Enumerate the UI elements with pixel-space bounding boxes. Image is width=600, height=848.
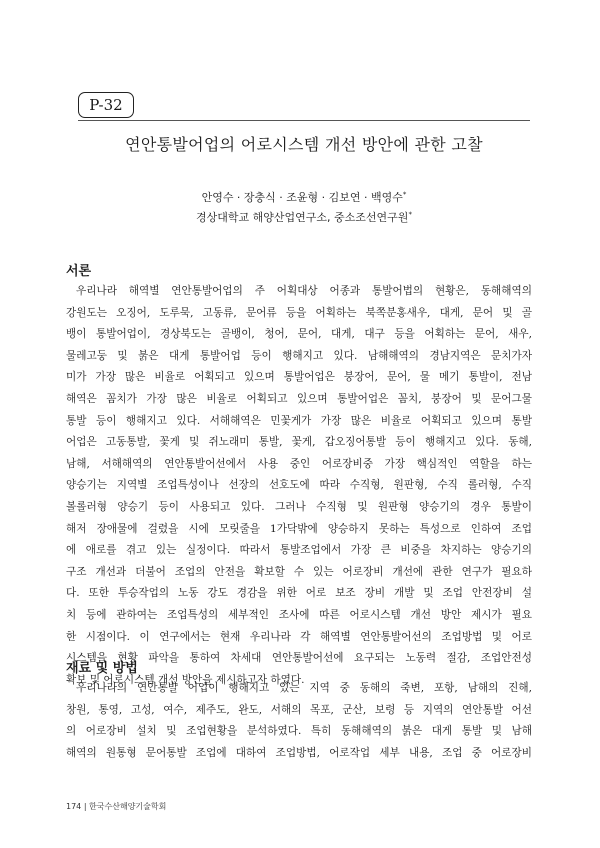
body-line: 다. 또한 투승작업의 노동 강도 경감을 위한 어로 보조 장비 개발 및 조업 안전장비 설	[66, 587, 532, 600]
body-line: 어업은 고동통발, 꽃게 및 쥐노래미 통발, 꽃게, 갑오징어통발 등이 행해지고 있다. 동해,	[66, 436, 532, 449]
author-list	[78, 189, 530, 205]
body-line: 남해, 서해해역의 연안통발어선에서 사용 중인 어로장비중 가장 핵심적인 역할을 하는	[66, 457, 532, 470]
section-heading-introduction: 서론	[66, 264, 92, 279]
affiliation	[78, 209, 530, 225]
body-line: 에 애로를 겪고 있는 실정이다. 따라서 통발조업에서 가장 큰 비중을 차지하는 양승기의	[66, 544, 532, 557]
body-line: 확보 및 어로시스템 개선 방안을 제시하고자 하였다.	[66, 673, 305, 686]
body-line: 미가 가장 많은 비율로 어획되고 있으며 통발어업은 붕장어, 문어, 물 메기 통발이, 전남	[66, 371, 532, 384]
body-line: 한 시점이다. 이 연구에서는 현재 우리나라 각 해역별 연안통발어선의 조업방법 및 어로	[66, 630, 532, 643]
section-heading-materials-methods: 재료 및 방법	[66, 661, 138, 676]
body-line: 우리나라 해역별 연안통발어업의 주 어획대상 어종과 통발어법의 현황은, 동해해역의	[76, 285, 532, 297]
body-line: 볼롤러형 양승기 등이 사용되고 있다. 그러나 수직형 및 원판형 양승기의 경우 통발이	[66, 500, 532, 513]
body-line: 양승기는 지역별 조업특성이나 선장의 선호도에 따라 수직형, 원판형, 수직 롤러형, 수직	[66, 479, 532, 492]
body-line: 해역은 꼼치가 가장 많은 비율로 어획되고 있으며 통발어업은 꼼치, 붕장어 및 문어그물	[66, 392, 532, 405]
body-line: 해역의 원통형 문어통발 조업에 대하여 조업방법, 어로작업 세부 내용, 조업 중 어로장비	[66, 746, 532, 759]
section-body-materials-methods	[66, 678, 532, 764]
body-line: 우리나라의 연안통발 어업이 행해지고 있는 지역 중 동해의 죽변, 포항, 남해의 진해,	[76, 682, 532, 694]
page-footer: 174 | 한국수산해양기술학회	[66, 802, 167, 811]
body-line: 강원도는 오징어, 도루묵, 고동류, 문어류 등을 어획하는 북쪽분홍새우, 대게, 문어 및 골	[66, 306, 532, 319]
section-body-introduction	[66, 281, 532, 691]
body-line: 창원, 통영, 고성, 여수, 제주도, 완도, 서해의 목포, 군산, 보령 등 지역의 연안통발 어선	[66, 703, 532, 716]
poster-number-badge: P-32	[78, 92, 134, 118]
author-names: 안영수 · 장충식 · 조윤형 · 김보연 · 백영수	[201, 191, 403, 204]
body-line: 해저 장애물에 걸렸을 시에 모릿줄을 1가닥밖에 양승하지 못하는 특성으로 인하여 조업	[66, 522, 532, 535]
body-line: 구조 개선과 더불어 조업의 안전을 확보할 수 있는 어로장비 개선에 관한 연구가 필요하	[66, 565, 532, 578]
author-superscript: *	[402, 190, 407, 199]
paper-title: 연안통발어업의 어로시스템 개선 방안에 관한 고찰	[125, 135, 483, 154]
affiliation-superscript: *	[408, 210, 412, 219]
body-line: 의 어로장비 설치 및 조업현황을 분석하였다. 특히 동해해역의 붉은 대게 통발 및 남해	[66, 725, 532, 738]
affiliation-text: 경상대학교 해양산업연구소, 중소조선연구원	[196, 211, 409, 224]
body-line: 뱅이 통발어업이, 경상북도는 골뱅이, 청어, 문어, 대게, 대구 등을 어획하는 문어, 새우,	[66, 328, 532, 341]
body-line: 치 등에 관하여는 조업특성의 세부적인 조사에 따른 어로시스템 개선 방안 제시가 필요	[66, 608, 532, 621]
body-line: 물레고둥 및 붉은 대게 통발어업 등이 행해지고 있다. 남해해역의 경남지역은 문치가자	[66, 349, 532, 362]
body-line: 통발 등이 행해지고 있다. 서해해역은 민꽃게가 가장 많은 비율로 어획되고 있으며 통발	[66, 414, 532, 427]
body-line: 시스템을 현황 파악을 통하여 차세대 연안통발어선에 요구되는 노동력 절감, 조업안전성	[66, 652, 532, 665]
top-rule	[78, 120, 530, 121]
